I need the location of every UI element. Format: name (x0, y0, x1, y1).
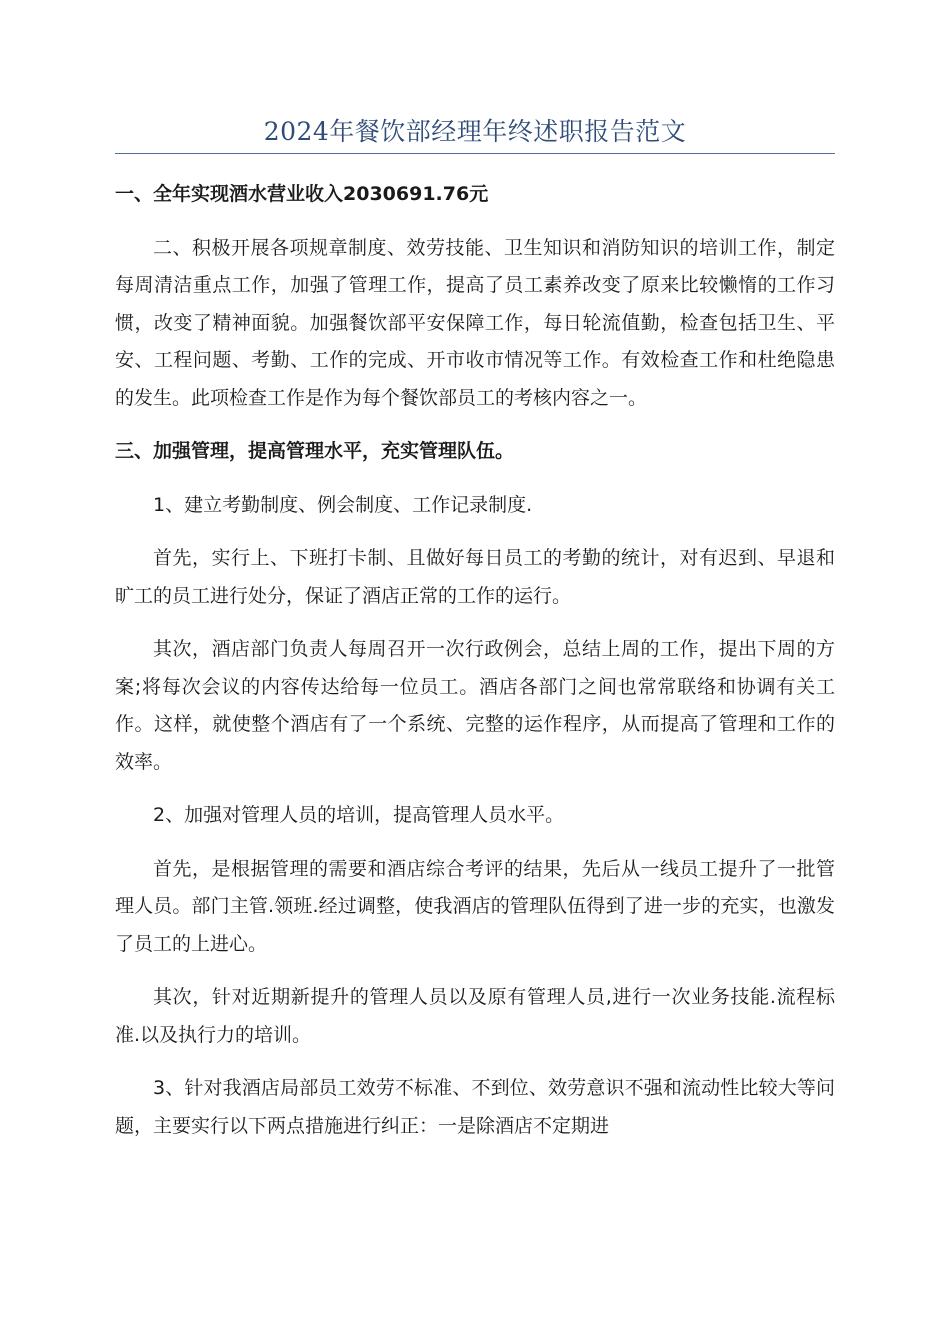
paragraph-manager-training: 其次，针对近期新提升的管理人员以及原有管理人员,进行一次业务技能.流程标准.以及执行力的培训。 (115, 986, 835, 1046)
title-underline (115, 153, 835, 154)
document-title: 2024年餐饮部经理年终述职报告范文 (263, 117, 687, 146)
paragraph-item-3: 3、针对我酒店局部员工效劳不标准、不到位、效劳意识不强和流动性比较大等问题，主要实行以下两点措施进行纠正：一是除酒店不定期进 (115, 1077, 835, 1137)
section-heading-3: 三、加强管理，提高管理水平，充实管理队伍。 (115, 440, 515, 462)
paragraph-attendance: 首先，实行上、下班打卡制、且做好每日员工的考勤的统计，对有迟到、早退和旷工的员工进行处分，保证了酒店正常的工作的运行。 (115, 547, 835, 607)
document-body (115, 176, 835, 1161)
paragraph-promotion: 首先，是根据管理的需要和酒店综合考评的结果，先后从一线员工提升了一批管理人员。部门主管.领班.经过调整，使我酒店的管理队伍得到了进一步的充实，也激发了员工的上进心。 (115, 857, 835, 955)
section-heading-1: 一、全年实现酒水营业收入2030691.76元 (115, 183, 489, 205)
paragraph-item-1: 1、建立考勤制度、例会制度、工作记录制度. (153, 493, 533, 516)
paragraph-item-2: 2、加强对管理人员的培训，提高管理人员水平。 (153, 804, 565, 826)
paragraph-meetings: 其次，酒店部门负责人每周召开一次行政例会，总结上周的工作，提出下周的方案;将每次会议的内容传达给每一位员工。酒店各部门之间也常常联络和协调有关工作。这样，就使整个酒店有了一个系统、完整的运作程序，从而提高了管理和工作的效率。 (115, 638, 835, 773)
paragraph-training: 二、积极开展各项规章制度、效劳技能、卫生知识和消防知识的培训工作，制定每周清洁重点工作，加强了管理工作，提高了员工素养改变了原来比较懒惰的工作习惯，改变了精神面貌。加强餐饮部平安保障工作，每日轮流值勤，检查包括卫生、平安、工程问题、考勤、工作的完成、开市收市情况等工作。有效检查工作和杜绝隐患的发生。此项检查工作是作为每个餐饮部员工的考核内容之一。 (115, 236, 835, 409)
